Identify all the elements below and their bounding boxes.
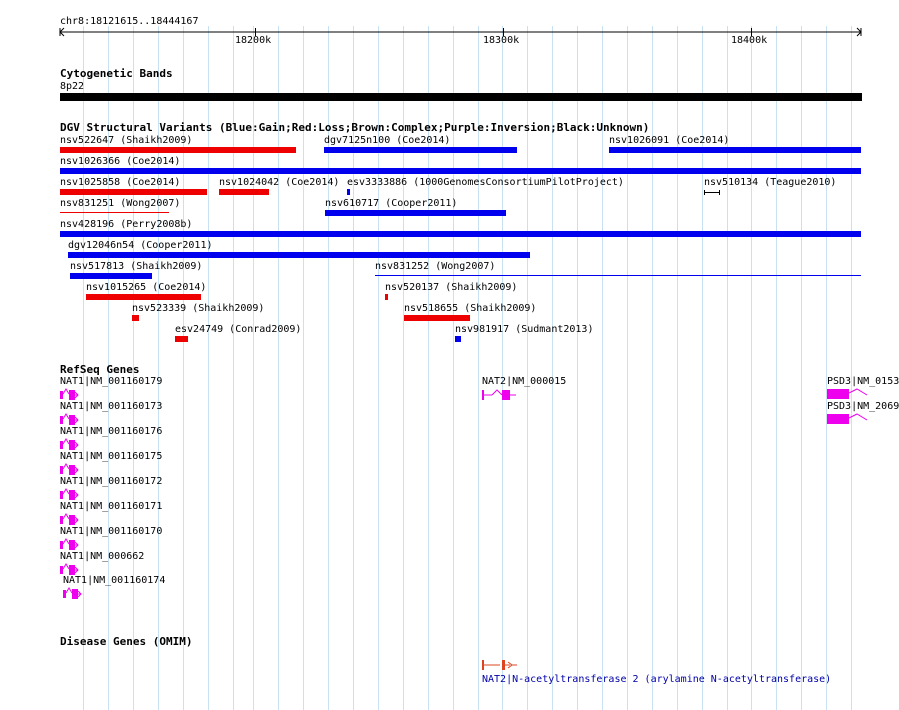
dgv-variant-label[interactable]: nsv520137 (Shaikh2009) [385, 282, 518, 293]
cyto-track-title: Cytogenetic Bands [60, 67, 173, 80]
cyto-band-label[interactable]: 8p22 [60, 81, 85, 92]
ruler-tick-label: 18300k [483, 35, 520, 46]
gene-label[interactable]: NAT1|NM_000662 [60, 551, 145, 562]
dgv-variant-bar[interactable] [60, 231, 861, 237]
gene-glyph[interactable] [60, 538, 88, 552]
gene-label[interactable]: NAT1|NM_001160174 [63, 575, 166, 586]
gene-label[interactable]: NAT2|NM_000015 [482, 376, 567, 387]
dgv-variant-label[interactable]: nsv1025858 (Coe2014) [60, 177, 181, 188]
dgv-variant-bar[interactable] [219, 189, 269, 195]
dgv-variant-bar[interactable] [324, 147, 517, 153]
ruler-tick-label: 18200k [235, 35, 272, 46]
gene-label[interactable]: NAT1|NM_001160171 [60, 501, 163, 512]
dgv-variant-bar[interactable] [704, 190, 720, 195]
dgv-variant-bar[interactable] [175, 336, 188, 342]
dgv-variant-bar[interactable] [347, 189, 350, 195]
dgv-variant-label[interactable]: nsv831251 (Wong2007) [60, 198, 181, 209]
dgv-variant-label[interactable]: nsv1026366 (Coe2014) [60, 156, 181, 167]
gene-glyph[interactable] [60, 488, 88, 502]
dgv-variant-label[interactable]: nsv610717 (Cooper2011) [325, 198, 458, 209]
dgv-variant-bar[interactable] [455, 336, 461, 342]
gene-glyph[interactable] [60, 513, 88, 527]
dgv-variant-bar[interactable] [325, 210, 506, 216]
gene-label[interactable]: NAT1|NM_001160172 [60, 476, 163, 487]
gene-glyph[interactable] [827, 413, 877, 427]
dgv-variant-bar[interactable] [60, 147, 296, 153]
gene-label[interactable]: PSD3|NM_0153 [827, 376, 899, 387]
dgv-variant-label[interactable]: nsv1024042 (Coe2014) [219, 177, 340, 188]
dgv-variant-bar[interactable] [375, 275, 861, 276]
dgv-variant-label[interactable]: nsv522647 (Shaikh2009) [60, 135, 193, 146]
dgv-variant-bar[interactable] [60, 168, 861, 174]
dgv-variant-label[interactable]: dgv7125n100 (Coe2014) [324, 135, 451, 146]
dgv-variant-bar[interactable] [60, 189, 207, 195]
gene-glyph[interactable] [63, 587, 91, 601]
refseq-track-title: RefSeq Genes [60, 363, 140, 376]
cyto-band-bar[interactable] [60, 93, 862, 101]
dgv-variant-label[interactable]: nsv518655 (Shaikh2009) [404, 303, 537, 314]
dgv-variant-bar[interactable] [404, 315, 470, 321]
dgv-variant-label[interactable]: nsv510134 (Teague2010) [704, 177, 837, 188]
dgv-variant-label[interactable]: nsv831252 (Wong2007) [375, 261, 496, 272]
disease-gene-label[interactable]: NAT2|N-acetyltransferase 2 (arylamine N-acetyltransferase) [482, 674, 832, 685]
dgv-variant-label[interactable]: nsv428196 (Perry2008b) [60, 219, 193, 230]
dgv-variant-bar[interactable] [385, 294, 388, 300]
ruler-tick-label: 18400k [731, 35, 768, 46]
gene-label[interactable]: PSD3|NM_2069 [827, 401, 899, 412]
gene-label[interactable]: NAT1|NM_001160176 [60, 426, 163, 437]
dgv-variant-bar[interactable] [68, 252, 530, 258]
gene-label[interactable]: NAT1|NM_001160173 [60, 401, 163, 412]
dgv-variant-line [705, 192, 719, 193]
gene-glyph[interactable] [60, 388, 88, 402]
dgv-variant-bar[interactable] [70, 273, 152, 279]
dgv-variant-label[interactable]: esv24749 (Conrad2009) [175, 324, 302, 335]
dgv-variant-bar[interactable] [609, 147, 861, 153]
dgv-variant-label[interactable]: nsv1015265 (Coe2014) [86, 282, 207, 293]
gene-glyph[interactable] [60, 413, 88, 427]
dgv-variant-label[interactable]: esv3333886 (1000GenomesConsortiumPilotProject) [347, 177, 624, 188]
dgv-variant-bar[interactable] [132, 315, 139, 321]
dgv-variant-bar[interactable] [60, 212, 169, 213]
dgv-variant-label[interactable]: nsv517813 (Shaikh2009) [70, 261, 203, 272]
range-label: chr8:18121615..18444167 [60, 16, 199, 27]
gene-glyph[interactable] [60, 438, 88, 452]
omim-track-title: Disease Genes (OMIM) [60, 635, 193, 648]
dgv-variant-label[interactable]: nsv523339 (Shaikh2009) [132, 303, 265, 314]
disease-gene-glyph[interactable] [482, 658, 522, 672]
dgv-variant-label[interactable]: nsv981917 (Sudmant2013) [455, 324, 594, 335]
gene-label[interactable]: NAT1|NM_001160175 [60, 451, 163, 462]
dgv-variant-bar[interactable] [86, 294, 201, 300]
gene-label[interactable]: NAT1|NM_001160179 [60, 376, 163, 387]
gene-glyph[interactable] [827, 388, 877, 402]
gene-glyph[interactable] [60, 463, 88, 477]
dgv-variant-label[interactable]: dgv12046n54 (Cooper2011) [68, 240, 213, 251]
dgv-track-title: DGV Structural Variants (Blue:Gain;Red:Loss;Brown:Complex;Purple:Inversion;Black:Unknown) [60, 121, 650, 134]
dgv-variant-label[interactable]: nsv1026091 (Coe2014) [609, 135, 730, 146]
gene-glyph[interactable] [482, 388, 522, 402]
gene-label[interactable]: NAT1|NM_001160170 [60, 526, 163, 537]
